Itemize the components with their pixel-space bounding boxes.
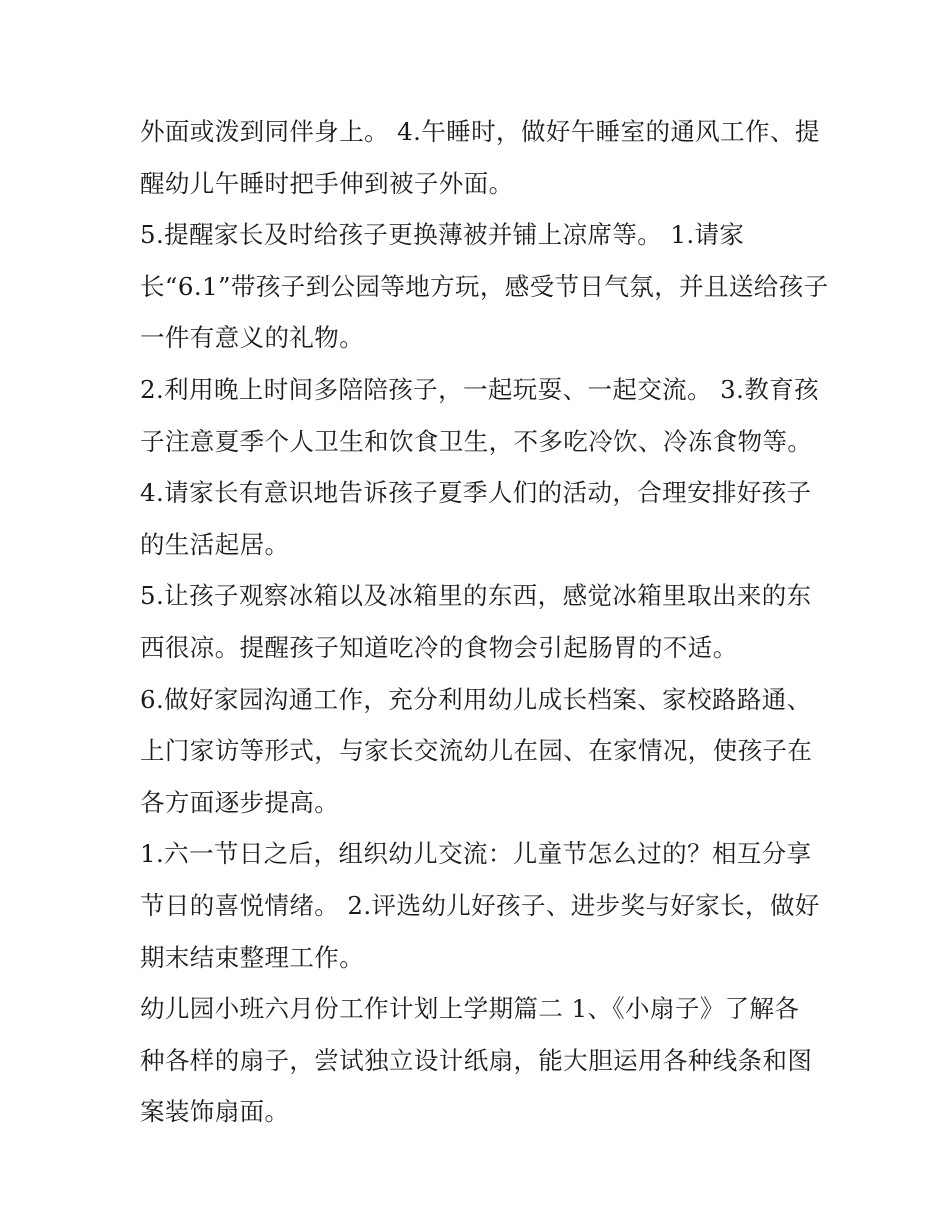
text-line: 醒幼儿午睡时把手伸到被子外面。: [140, 168, 514, 198]
text-line: 5.提醒家长及时给孩子更换薄被并铺上凉席等。 1.请家: [140, 220, 745, 250]
text-line: 4.请家长有意识地告诉孩子夏季人们的活动，合理安排好孩子: [140, 478, 812, 508]
text-line: 6.做好家园沟通工作，充分利用幼儿成长档案、家校路路通、: [140, 684, 812, 714]
text-line: 1.六一节日之后，组织幼儿交流：儿童节怎么过的？相互分享: [140, 839, 812, 869]
text-line: 长“6.1”带孩子到公园等地方玩，感受节日气氛，并且送给孩子: [140, 271, 829, 301]
text-line: 外面或泼到同伴身上。 4.午睡时，做好午睡室的通风工作、提: [140, 117, 820, 146]
text-line: 子注意夏季个人卫生和饮食卫生，不多吃冷饮、冷冻食物等。: [140, 426, 813, 456]
text-line: 各方面逐步提高。: [140, 787, 340, 817]
text-line: 幼儿园小班六月份工作计划上学期篇二 1、《小扇子》了解各: [140, 994, 800, 1024]
text-line: 一件有意义的礼物。: [140, 323, 365, 353]
text-line: 5.让孩子观察冰箱以及冰箱里的东西，感觉冰箱里取出来的东: [140, 581, 812, 611]
text-line: 上门家访等形式，与家长交流幼儿在园、在家情况，使孩子在: [140, 736, 813, 766]
text-line: 案装饰扇面。: [140, 1097, 290, 1127]
text-line: 西很凉。提醒孩子知道吃冷的食物会引起肠胃的不适。: [140, 632, 738, 662]
text-line: 2.利用晚上时间多陪陪孩子，一起玩耍、一起交流。 3.教育孩: [140, 374, 820, 404]
text-line: 的生活起居。: [140, 529, 290, 559]
document-body: [140, 106, 829, 1138]
text-line: 节日的喜悦情绪。 2.评选幼儿好孩子、进步奖与好家长，做好: [140, 890, 820, 920]
text-line: 期末结束整理工作。: [140, 942, 365, 972]
text-line: 种各样的扇子，尝试独立设计纸扇，能大胆运用各种线条和图: [140, 1045, 813, 1075]
